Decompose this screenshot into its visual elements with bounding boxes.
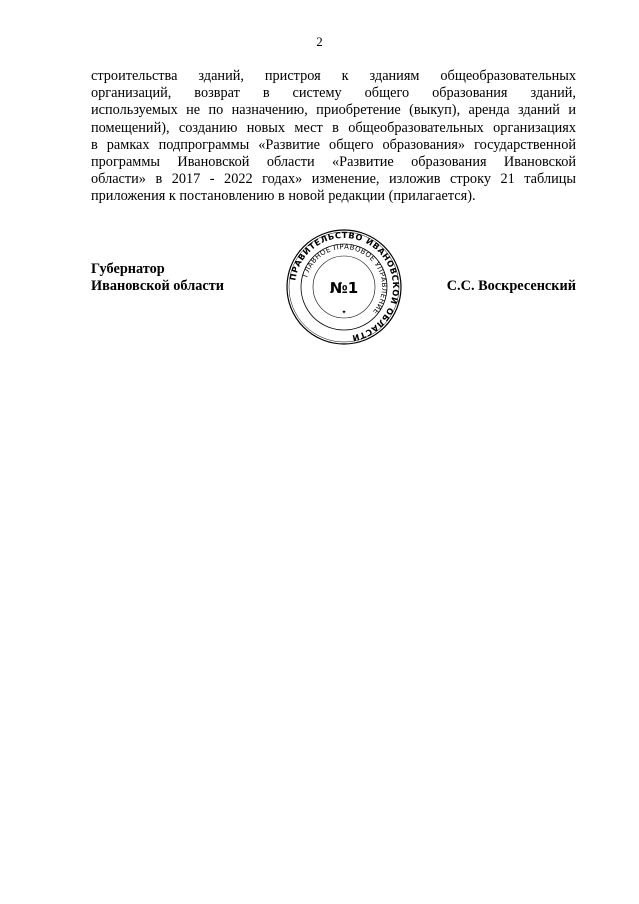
- official-seal: [285, 228, 403, 346]
- body-line: приложения к постановлению в новой редакции (прилагается).: [91, 188, 476, 205]
- seal-center-text: №1: [329, 279, 359, 297]
- body-line: помещений), созданию новых мест в общеобразовательных организациях: [91, 119, 576, 136]
- body-line: программы Ивановской области «Развитие образования Ивановской: [91, 153, 576, 170]
- signer-position: [91, 261, 224, 295]
- body-line: в рамках подпрограммы «Развитие общего образования» государственной: [91, 136, 576, 153]
- signer-position-line2: Ивановской области: [91, 278, 224, 295]
- body-line: организаций, возврат в систему общего образования зданий,: [91, 85, 576, 102]
- signer-name: С.С. Воскресенский: [446, 278, 576, 294]
- signer-position-line1: Губернатор: [91, 261, 165, 277]
- seal-star-icon: ✦: [341, 309, 347, 316]
- seal-inner-text: ГЛАВНОЕ ПРАВОВОЕ УПРАВЛЕНИЕ: [301, 242, 389, 316]
- body-paragraph: [91, 68, 576, 206]
- page-number: 2: [316, 34, 323, 49]
- seal-outer-text: ПРАВИТЕЛЬСТВО ИВАНОВСКОЙ ОБЛАСТИ: [287, 229, 402, 344]
- body-line: области» в 2017 - 2022 годах» изменение, изложив строку 21 таблицы: [91, 171, 576, 188]
- body-line: используемых не по назначению, приобретение (выкуп), аренда зданий и: [91, 102, 576, 119]
- seal-graphic: [285, 228, 403, 346]
- body-line: строительства зданий, пристроя к зданиям общеобразовательных: [91, 68, 576, 84]
